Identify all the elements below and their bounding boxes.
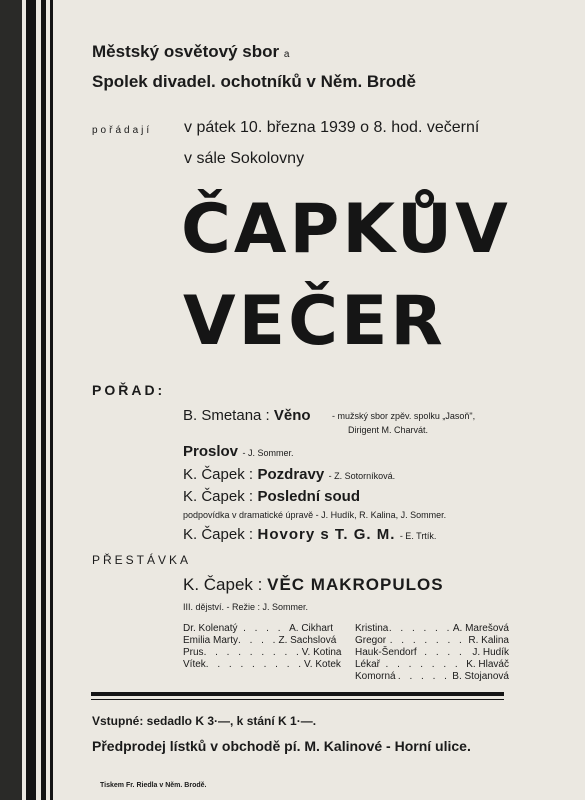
cast-left-column xyxy=(183,623,342,671)
event-venue: v sále Sokolovny xyxy=(184,150,305,167)
organizer-line-1 xyxy=(92,42,289,62)
cast-dots: . . . . . . . . . xyxy=(205,659,305,670)
title-line-1: ČAPKŮV xyxy=(181,190,511,269)
pozdravy-author: K. Čapek : xyxy=(183,466,254,483)
cast-role: Komorná xyxy=(355,671,396,682)
program-item-pozdravy xyxy=(183,466,395,484)
program-item-smetana xyxy=(183,407,311,424)
organizer-2: Spolek divadel. ochotníků v Něm. Brodě xyxy=(92,72,417,91)
soud-author: K. Čapek : xyxy=(183,488,254,505)
cast-role: Vítek xyxy=(183,659,206,670)
cast-dots: . . . . . . . . . xyxy=(203,647,302,658)
cast-actor: B. Stojanová xyxy=(452,671,509,682)
cast-row xyxy=(355,647,509,659)
smetana-note-1: - mužský sbor zpěv. spolku „Jasoň", xyxy=(332,411,476,421)
printer-credit: Tiskem Fr. Riedla v Něm. Brodě. xyxy=(100,782,207,789)
cast-dots: . . . . xyxy=(243,623,284,634)
admission-prices: Vstupné: sedadlo K 3·—, k stání K 1·—. xyxy=(92,714,317,728)
makropulos-work: VĚC MAKROPULOS xyxy=(267,575,444,594)
hovory-note: - E. Trtík. xyxy=(399,531,437,541)
cast-row xyxy=(183,659,341,671)
cast-dots: . . . . . xyxy=(397,671,450,682)
cast-role: Emilia Marty xyxy=(183,635,239,646)
cast-row xyxy=(183,635,337,647)
makropulos-note: III. dějství. - Režie : J. Sommer. xyxy=(183,602,309,612)
organizer-conjunction: a xyxy=(283,49,290,60)
cast-right-column xyxy=(355,623,509,683)
border-bar-outer xyxy=(0,0,22,800)
cast-dots: . . . . . . . xyxy=(389,635,465,646)
cast-row xyxy=(355,635,509,647)
cast-row xyxy=(355,623,509,635)
cast-actor: V. Kotina xyxy=(301,647,342,658)
border-bar-third xyxy=(41,0,46,800)
cast-role: Hauk-Šendorf xyxy=(355,647,417,658)
cast-actor: J. Hudík xyxy=(472,647,509,658)
cast-row xyxy=(183,623,333,635)
pozdravy-work: Pozdravy xyxy=(257,466,325,483)
presale-info: Předprodej lístků v obchodě pí. M. Kalinové - Horní ulice. xyxy=(92,738,471,754)
border-bar-inner xyxy=(50,0,53,800)
cast-dots: . . . . xyxy=(424,647,465,658)
program-item-soud xyxy=(183,488,360,506)
event-date: v pátek 10. března 1939 o 8. hod. večerní xyxy=(184,119,480,136)
program-item-proslov xyxy=(183,443,294,461)
cast-dots: . . . . xyxy=(238,635,279,646)
cast-actor: K. Hlaváč xyxy=(466,659,509,670)
smetana-note-2: Dirigent M. Charvát. xyxy=(348,425,429,435)
cast-row xyxy=(355,659,509,671)
soud-note: podpovídka v dramatické úpravě - J. Hudík, R. Kalina, J. Sommer. xyxy=(183,510,447,520)
organizer-1: Městský osvětový sbor xyxy=(92,42,280,61)
cast-dots: . . . . . . . xyxy=(385,659,461,670)
cast-actor: Z. Sachslová xyxy=(278,635,337,646)
cast-role: Dr. Kolenatý xyxy=(183,623,238,634)
intermission-label: PŘESTÁVKA xyxy=(92,553,192,567)
makropulos-author: K. Čapek : xyxy=(183,575,263,594)
program-item-hovory xyxy=(183,526,436,544)
program-heading: POŘAD: xyxy=(92,382,166,398)
cast-role: Prus xyxy=(183,647,204,658)
smetana-work: Věno xyxy=(273,407,311,424)
proslov-title: Proslov xyxy=(183,443,239,460)
title-line-2: VEČER xyxy=(183,282,446,361)
cast-role: Gregor xyxy=(355,635,387,646)
pozdravy-note: - Z. Sotorníková. xyxy=(328,471,396,481)
hovory-author: K. Čapek : xyxy=(183,526,254,543)
cast-row xyxy=(183,647,342,659)
cast-row xyxy=(355,671,509,683)
border-bar-second xyxy=(26,0,36,800)
cast-actor: R. Kalina xyxy=(468,635,509,646)
poradaji-label: pořádají xyxy=(92,125,153,136)
cast-dots: . . . . . . xyxy=(388,623,453,634)
hovory-work: Hovory s T. G. M. xyxy=(257,526,396,543)
divider-rule-thin xyxy=(91,699,504,700)
program-item-makropulos xyxy=(183,575,444,595)
cast-actor: V. Kotek xyxy=(304,659,341,670)
cast-role: Lékař xyxy=(355,659,381,670)
proslov-note: - J. Sommer. xyxy=(242,448,294,458)
cast-actor: A. Marešová xyxy=(452,623,509,634)
divider-rule-thick xyxy=(91,692,504,696)
smetana-author: B. Smetana : xyxy=(183,407,270,424)
cast-actor: A. Cikhart xyxy=(289,623,333,634)
cast-role: Kristina xyxy=(355,623,389,634)
soud-work: Poslední soud xyxy=(257,488,361,505)
